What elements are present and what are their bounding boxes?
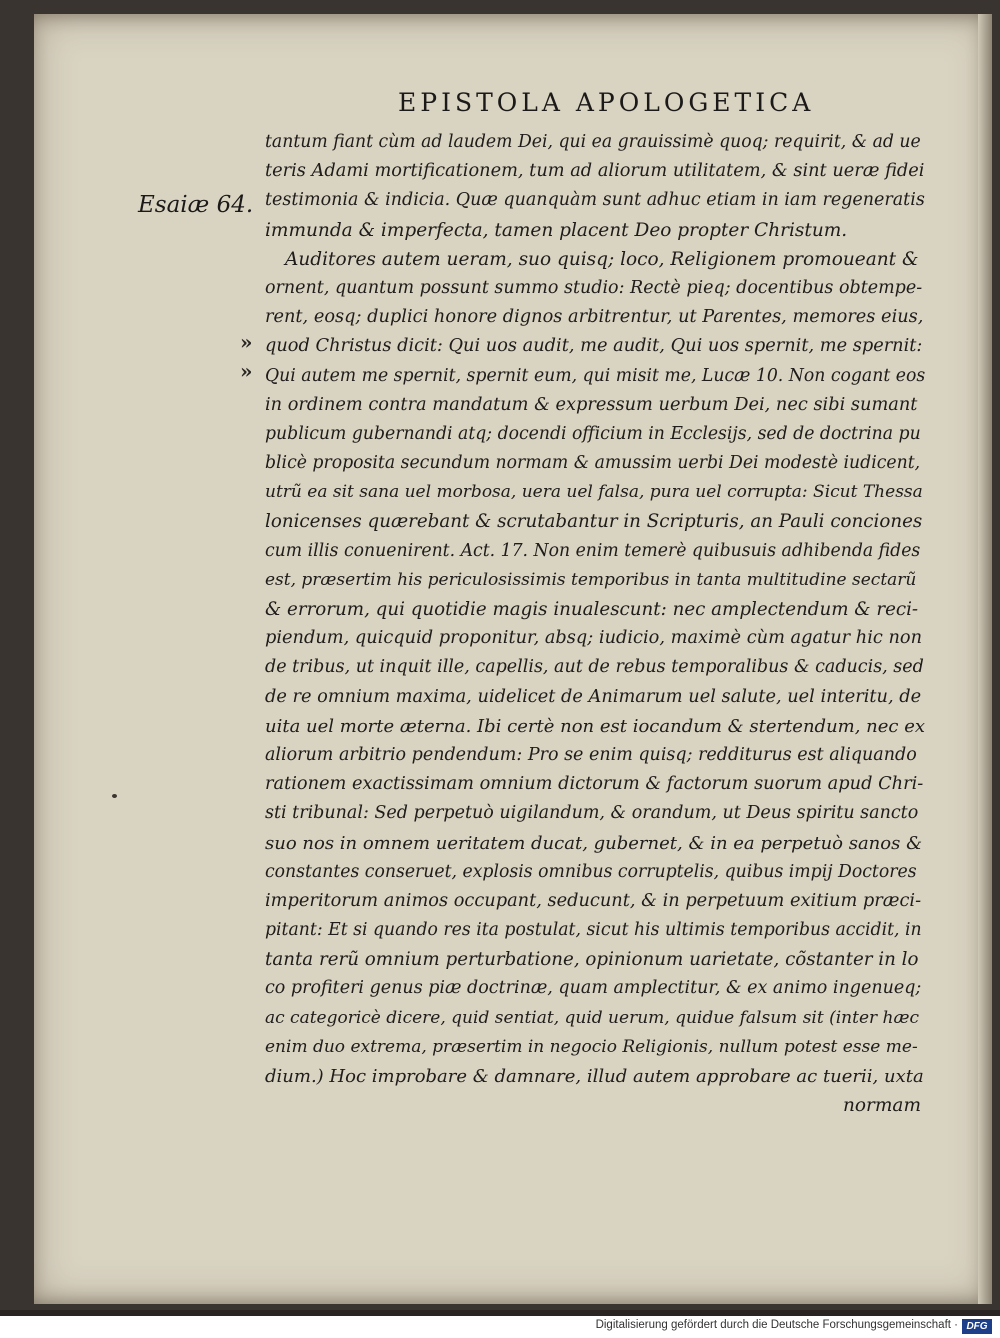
ink-speck [112, 794, 117, 798]
text-line: lonicenses quærebant & scrutabantur in Scripturis, an Pauli conciones [265, 511, 923, 533]
text-line: dium.) Hoc improbare & damnare, illud autem approbare ac tuerii, uxta [265, 1066, 924, 1087]
text-line: testimonia & indicia. Quæ quanquàm sunt adhuc etiam in iam regeneratis [265, 190, 925, 211]
quote-marker: » [240, 359, 253, 383]
text-line: immunda & imperfecta, tamen placent Deo propter Christum. [265, 219, 848, 241]
text-line: rationem exactissimam omnium dictorum & factorum suorum apud Chri- [265, 774, 924, 795]
text-line: sti tribunal: Sed perpetuò uigilandum, & orandum, ut Deus spiritu sancto [265, 803, 919, 824]
text-line: teris Adami mortificationem, tum ad aliorum utilitatem, & sint ueræ fidei [265, 161, 925, 182]
text-line: de tribus, ut inquit ille, capellis, aut de rebus temporalibus & caducis, sed [265, 657, 924, 678]
text-line: piendum, quicquid proponitur, absq; iudicio, maximè cùm agatur hic non [265, 628, 923, 649]
text-line: de re omnium maxima, uidelicet de Animarum uel salute, uel interitu, de [265, 686, 922, 707]
text-line: blicè proposita secundum normam & amussim uerbi Dei modestè iudicent, [265, 453, 921, 474]
text-line: quod Christus dicit: Qui uos audit, me audit, Qui uos spernit, me spernit: [265, 336, 923, 357]
text-line: utrũ ea sit sana uel morbosa, uera uel falsa, pura uel corrupta: Sicut Thessa [265, 482, 923, 503]
text-line: ornent, quantum possunt summo studio: Rectè pieq; docentibus obtempe- [265, 277, 923, 298]
text-line: & errorum, qui quotidie magis inualescunt: nec amplectendum & reci- [265, 599, 919, 620]
footer-bar [0, 1316, 1000, 1338]
text-line: cum illis conuenirent. Act. 17. Non enim temerè quibusuis adhibenda fides [265, 540, 921, 561]
text-line: est, præsertim his periculosissimis temporibus in tanta multitudine sectarũ [265, 569, 917, 590]
text-line: tantum fiant cùm ad laudem Dei, qui ea grauissimè quoq; requirit, & ad ue [265, 132, 921, 152]
text-line: rent, eosq; duplici honore dignos arbitrentur, ut Parentes, memores eius, [265, 307, 924, 328]
text-line: imperitorum animos occupant, seducunt, & in perpetuum exitium præci- [265, 890, 922, 911]
text-line: uita uel morte æterna. Ibi certè non est iocandum & stertendum, nec ex [265, 715, 925, 737]
text-line: in ordinem contra mandatum & expressum uerbum Dei, nec sibi sumant [265, 394, 918, 415]
page-edge [978, 14, 992, 1304]
body-text [265, 128, 925, 1120]
text-line: ac categoricè dicere, quid sentiat, quid uerum, quidue falsum sit (inter hæc [265, 1007, 919, 1028]
margin-reference: Esaiæ 64. [138, 192, 254, 218]
text-line: tanta rerũ omnium perturbatione, opinionum uarietate, cõstanter in lo [265, 949, 919, 971]
quote-marker: » [240, 330, 253, 354]
funding-credit: Digitalisierung gefördert durch die Deutsche Forschungsgemeinschaft · [595, 1319, 958, 1331]
text-line: constantes conseruet, explosis omnibus corruptelis, quibus impij Doctores [265, 861, 917, 882]
text-line: Auditores autem ueram, suo quisq; loco, Religionem promoueant & [285, 248, 919, 270]
text-line: aliorum arbitrio pendendum: Pro se enim quisq; redditurus est aliquando [265, 744, 917, 765]
text-line: suo nos in omnem ueritatem ducat, gubernet, & in ea perpetuò sanos & [265, 832, 923, 854]
text-line: Qui autem me spernit, spernit eum, qui misit me, Lucæ 10. Non cogant eos [265, 365, 925, 386]
text-line: co profiteri genus piæ doctrinæ, quam amplectitur, & ex animo ingenueq; [265, 978, 922, 999]
dfg-logo: DFG [962, 1319, 992, 1334]
text-line: enim duo extrema, præsertim in negocio Religionis, nullum potest esse me- [265, 1036, 918, 1057]
text-line: pitant: Et si quando res ita postulat, sicut his ultimis temporibus accidit, in [265, 920, 922, 941]
text-line: normam [842, 1095, 921, 1117]
running-header: EPISTOLA APOLOGETICA [398, 88, 815, 117]
text-line: publicum gubernandi atq; docendi officium in Ecclesijs, sed de doctrina pu [265, 423, 921, 444]
